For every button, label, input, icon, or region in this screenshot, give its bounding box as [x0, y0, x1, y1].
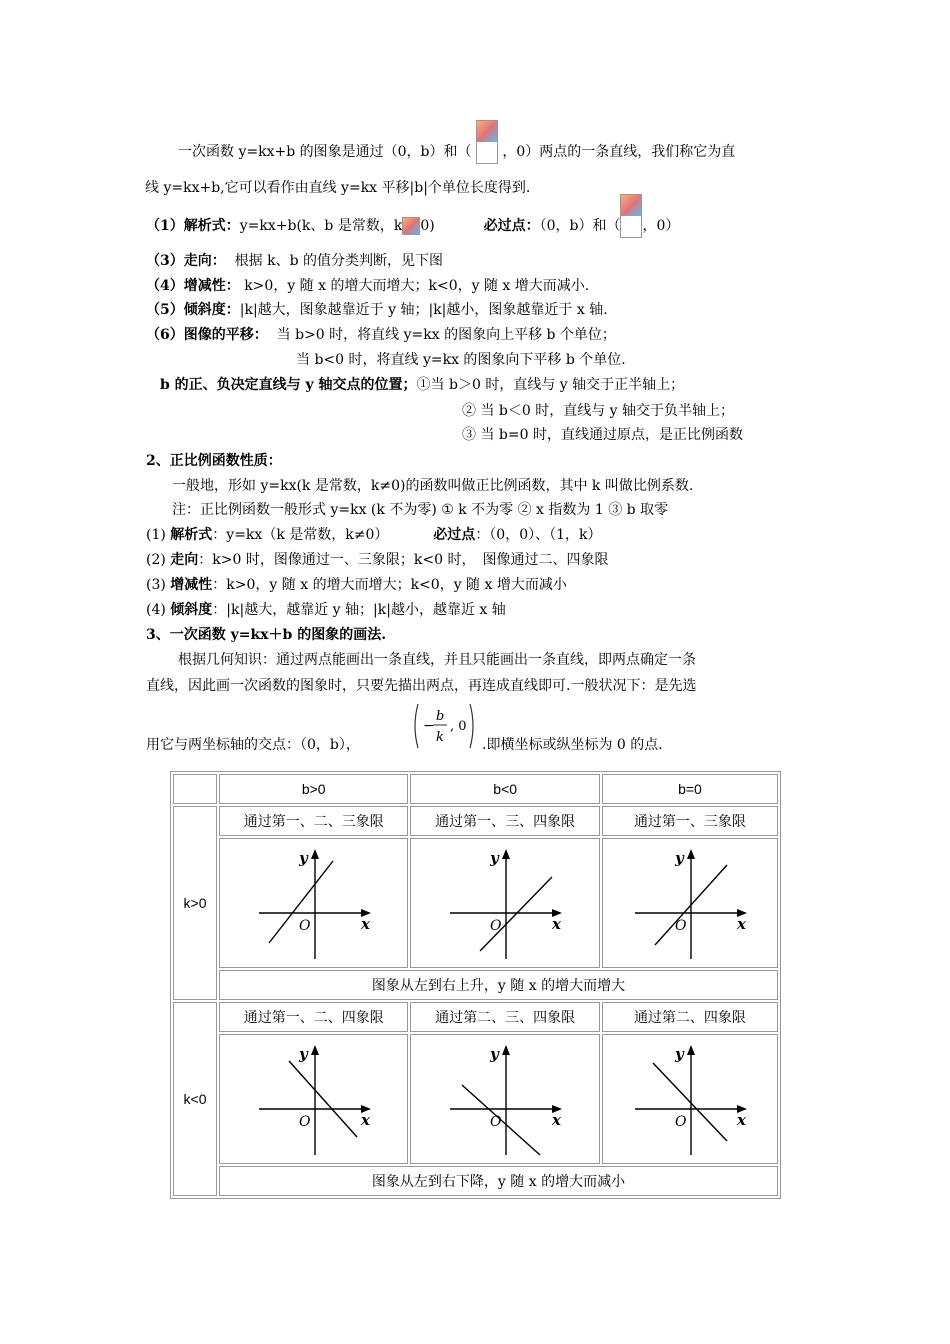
table-corner-cell — [173, 774, 217, 804]
row-label-k-positive: k>0 — [173, 806, 217, 1000]
x-axis-label: x — [360, 915, 370, 933]
graph-cell — [219, 838, 408, 968]
y-axis-label: y — [674, 1045, 684, 1063]
section-3-heading: 3、一次函数 y=kx＋b 的图象的画法. — [146, 627, 387, 643]
header-b-positive: b>0 — [219, 774, 408, 804]
origin-label: O — [298, 1114, 311, 1130]
line-graph — [249, 843, 379, 963]
origin-label: O — [490, 918, 502, 934]
caption-cell: 通过第一、三、四象限 — [410, 806, 599, 836]
x-axis-label: x — [552, 1111, 562, 1129]
prop-slope-line: (4) 倾斜度：|k|越大，越靠近 y 轴；|k|越小，越靠近 x 轴 — [146, 602, 506, 618]
y-axis-label: y — [490, 1045, 499, 1063]
origin-label: O — [674, 1114, 687, 1130]
fraction-minus: − — [423, 718, 435, 734]
origin-label: O — [674, 918, 687, 934]
caption-cell: 通过第一、二、三象限 — [219, 806, 408, 836]
origin-label: O — [490, 1114, 502, 1130]
drawing-paragraph-2: 直线，因此画一次函数的图象时，只要先描出两点，再连成直线即可.一般状况下：是先选 — [146, 678, 697, 694]
analytic-line: （1）解析式：y=kx+b(k、b 是常数，k 0) 必过点：（0，b）和（ ，0） — [146, 214, 679, 238]
y-axis-label: y — [298, 849, 308, 867]
graph-cell — [602, 838, 778, 968]
x-axis-label: x — [736, 1111, 746, 1129]
line-graph — [625, 843, 755, 963]
x-axis-label: x — [360, 1111, 370, 1129]
line-graph — [440, 1039, 570, 1159]
translation-line-1: （6）图像的平移： 当 b>0 时，将直线 y=kx 的图象向上平移 b 个单位； — [146, 327, 616, 343]
fraction-denominator: k — [436, 730, 444, 745]
line-graph — [625, 1039, 755, 1159]
function-line — [653, 1063, 727, 1141]
fraction-numerator: b — [436, 709, 445, 724]
broken-image-icon — [402, 217, 420, 235]
drawing-paragraph-3: 用它与两坐标轴的交点：（0，b）， — [146, 737, 360, 753]
caption-cell: 通过第一、三象限 — [602, 806, 778, 836]
fraction-graphic — [410, 700, 478, 752]
drawing-paragraph-1: 根据几何知识：通过两点能画出一条直线，并且只能画出一条直线，即两点确定一条 — [178, 652, 696, 668]
y-axis-label: y — [674, 849, 684, 867]
line-graph — [440, 843, 570, 963]
y-axis-arrow-icon — [502, 1045, 510, 1055]
broken-image-icon — [620, 194, 642, 238]
monotonic-line: （4）增减性： k>0，y 随 x 的增大而增大；k<0，y 随 x 增大而减小. — [146, 278, 590, 294]
table-row — [173, 1002, 778, 1032]
y-axis-label: y — [298, 1045, 308, 1063]
x-axis-label: x — [736, 915, 746, 933]
table-row — [173, 1034, 778, 1164]
table-header-row — [173, 774, 778, 804]
intro-line-1: 一次函数 y=kx+b 的图象是通过（0，b）和（ ，0）两点的一条直线，我们称它为直 — [178, 140, 735, 164]
graph-cell — [410, 838, 599, 968]
y-axis-arrow-icon — [311, 849, 319, 859]
y-axis-arrow-icon — [502, 849, 510, 859]
caption-cell: 通过第二、三、四象限 — [410, 1002, 599, 1032]
function-graph-table — [170, 771, 781, 1199]
caption-cell: 通过第一、二、四象限 — [219, 1002, 408, 1032]
header-b-zero: b=0 — [602, 774, 778, 804]
b-sign-line-2: ② 当 b＜0 时，直线与 y 轴交于负半轴上； — [462, 403, 735, 419]
line-graph — [249, 1039, 379, 1159]
broken-image-icon — [476, 120, 498, 164]
y-axis-arrow-icon — [311, 1045, 319, 1055]
table-row — [173, 806, 778, 836]
y-axis-arrow-icon — [687, 849, 695, 859]
prop-direction-line: (2) 走向：k>0 时，图像通过一、三象限；k<0 时， 图像通过二、四象限 — [146, 552, 609, 568]
graph-cell — [219, 1034, 408, 1164]
y-axis-label: y — [490, 849, 499, 867]
slope-line: （5）倾斜度：|k|越大，图象越靠近于 y 轴；|k|越小，图象越靠近于 x 轴. — [146, 302, 608, 318]
row-summary: 图象从左到右上升，y 随 x 的增大而增大 — [219, 970, 778, 1000]
proportional-note: 注：正比例函数一般形式 y=kx (k 不为零) ① k 不为零 ② x 指数为 1 ③ b 取零 — [172, 502, 669, 518]
function-line — [462, 1085, 540, 1155]
translation-line-2: 当 b<0 时，将直线 y=kx 的图象向下平移 b 个单位. — [296, 352, 626, 368]
prop-monotonic-line: (3) 增减性：k>0，y 随 x 的增大而增大；k<0，y 随 x 增大而减小 — [146, 577, 567, 593]
drawing-paragraph-3-tail: .即横坐标或纵坐标为 0 的点. — [482, 737, 663, 753]
intro-line-2: 线 y=kx+b,它可以看作由直线 y=kx 平移|b|个单位长度得到. — [145, 180, 531, 196]
x-axis-label: x — [552, 915, 562, 933]
y-axis-arrow-icon — [687, 1045, 695, 1055]
origin-label: O — [298, 918, 311, 934]
row-label-k-negative: k<0 — [173, 1002, 217, 1196]
fraction-tail: , 0 — [450, 719, 467, 734]
section-2-heading: 2、正比例函数性质： — [146, 453, 282, 469]
caption-cell: 通过第二、四象限 — [602, 1002, 778, 1032]
b-sign-line-1: b 的正、负决定直线与 y 轴交点的位置；①当 b＞0 时，直线与 y 轴交于正半轴上； — [160, 377, 685, 393]
row-summary: 图象从左到右下降，y 随 x 的增大而减小 — [219, 1166, 778, 1196]
table-row — [173, 970, 778, 1000]
graph-cell — [602, 1034, 778, 1164]
proportional-definition: 一般地，形如 y=kx(k 是常数，k≠0)的函数叫做正比例函数，其中 k 叫做比例系数. — [172, 478, 694, 494]
table-row — [173, 838, 778, 968]
table-row — [173, 1166, 778, 1196]
graph-cell — [410, 1034, 599, 1164]
prop-analytic-line: (1) 解析式：y=kx（k 是常数，k≠0） 必过点：（0，0）、（1，k） — [146, 527, 602, 543]
b-sign-line-3: ③ 当 b=0 时，直线通过原点，是正比例函数 — [462, 427, 743, 443]
function-line — [480, 877, 552, 951]
direction-line: （3）走向： 根据 k、b 的值分类判断，见下图 — [146, 253, 444, 269]
header-b-negative: b<0 — [410, 774, 599, 804]
intercept-fraction — [410, 700, 478, 752]
